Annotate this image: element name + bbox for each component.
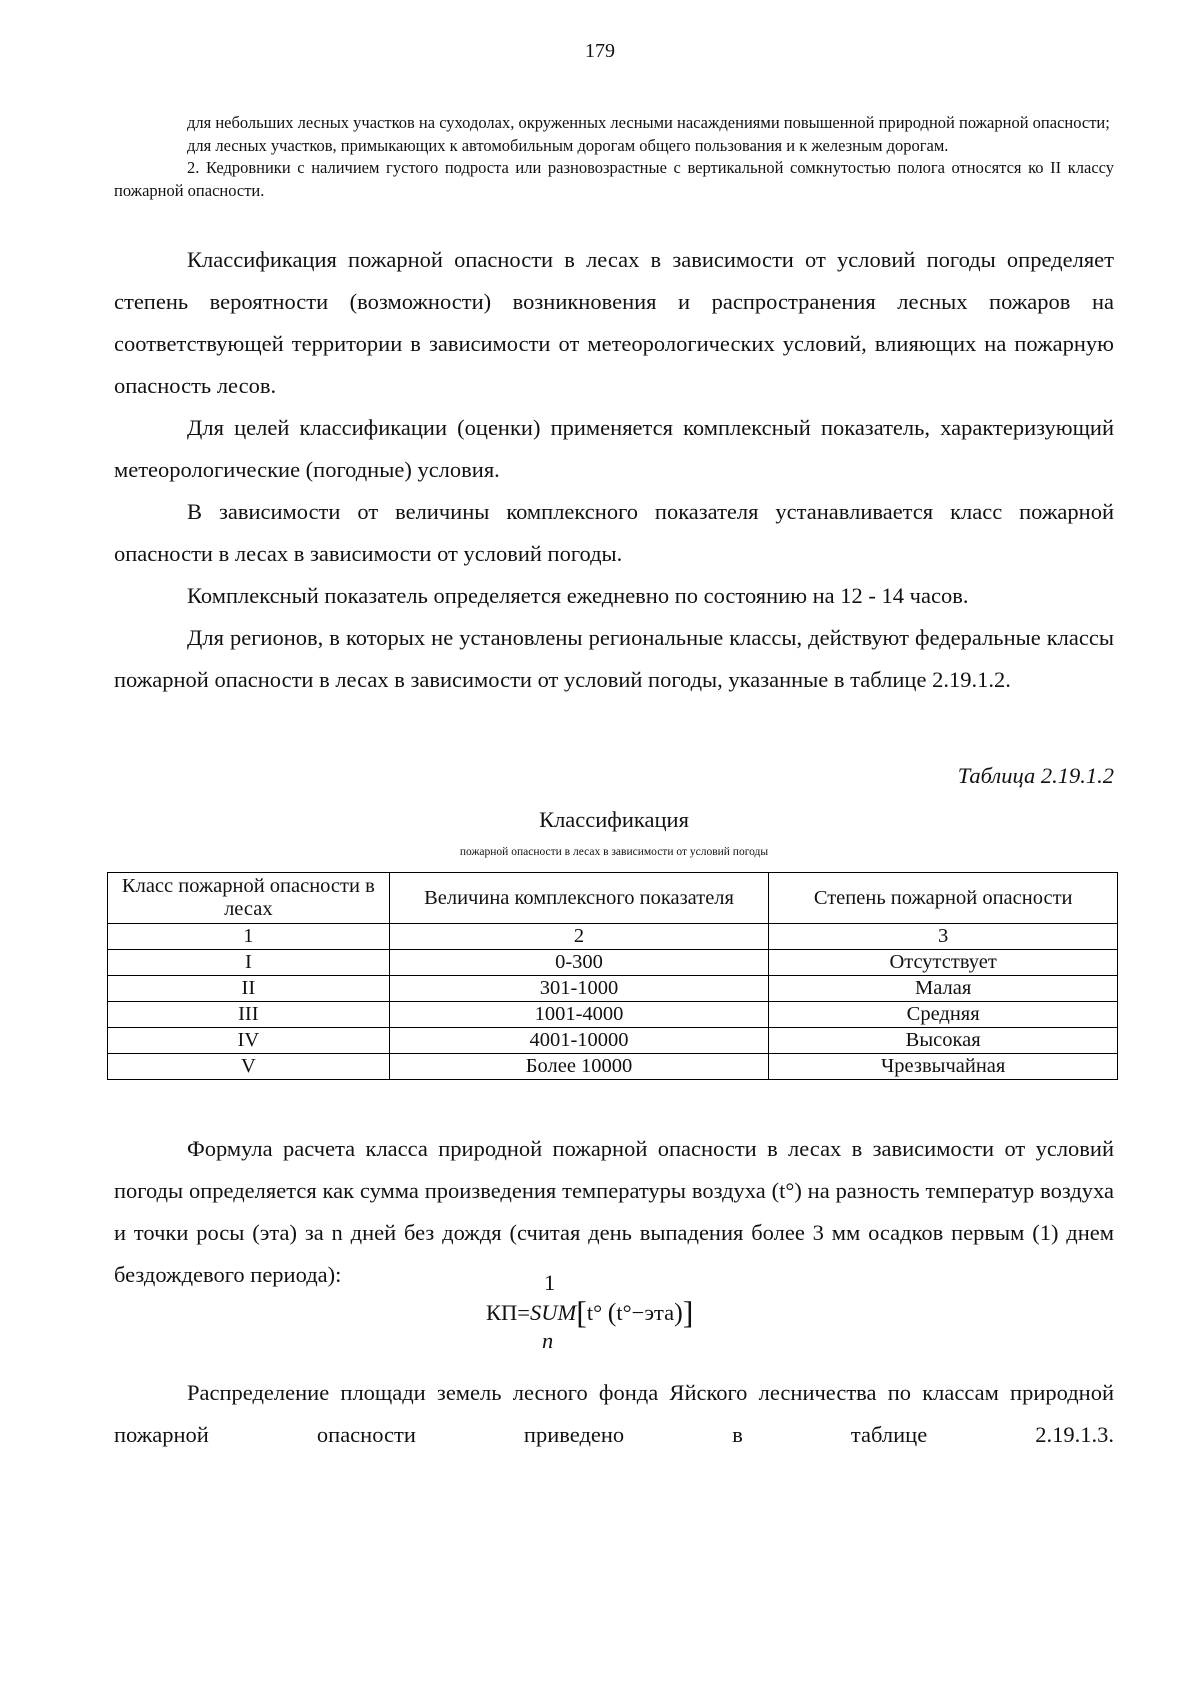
table-header-cell: Класс пожарной опасности в лесах — [108, 873, 390, 924]
table-cell: Малая — [769, 976, 1118, 1002]
table-subtitle: пожарной опасности в лесах в зависимости от условий погоды — [459, 846, 769, 858]
table-cell: V — [108, 1054, 390, 1080]
table-cell: Более 10000 — [389, 1054, 769, 1080]
footnote-item: 2. Кедровники с наличием густого подроста или разновозрастные с вертикальной сомкнутостью полога относятся ко II классу пожарной опасности. — [114, 158, 1114, 200]
formula-temperature: t° — [616, 1300, 632, 1325]
paragraph: Классификация пожарной опасности в лесах в зависимости от условий погоды определяет степень вероятности (возможности) возникновения и распространения лесных пожаров на соответствующей территории в зависимости от метеорологических условий, влияющих на пожарную опасность лесов. — [114, 247, 1114, 398]
table-row — [108, 1028, 1118, 1054]
table-row — [108, 1002, 1118, 1028]
table-cell: 3 — [769, 924, 1118, 950]
paragraph: Распределение площади земель лесного фонда Яйского лесничества по классам природной пожарной опасности приведено в таблице 2.19.1.3. — [114, 1380, 1114, 1447]
formula-lower-limit: n — [542, 1328, 554, 1353]
table-cell: 1 — [108, 924, 390, 950]
table-header-cell: Величина комплексного показателя — [389, 873, 769, 924]
table-row — [108, 950, 1118, 976]
table-title: Классификация — [539, 807, 689, 832]
table-cell: 2 — [389, 924, 769, 950]
paragraph: Для регионов, в которых не установлены региональные классы, действуют федеральные классы пожарной опасности в лесах в зависимости от условий погоды, указанные в таблице 2.19.1.2. — [114, 625, 1114, 692]
formula-expression — [486, 1294, 694, 1330]
fire-danger-table — [107, 872, 1118, 1080]
table-cell: 0-300 — [389, 950, 769, 976]
footnotes — [114, 112, 1114, 202]
table-cell: Отсутствует — [769, 950, 1118, 976]
table-cell: Средняя — [769, 1002, 1118, 1028]
paragraph: В зависимости от величины комплексного показателя устанавливается класс пожарной опасности в лесах в зависимости от условий погоды. — [114, 499, 1114, 566]
formula-lhs: КП= — [486, 1300, 530, 1325]
closing-text — [114, 1372, 1114, 1456]
table-cell: I — [108, 950, 390, 976]
footnote-item: для небольших лесных участков на суходолах, окруженных лесными насаждениями повышенной природной пожарной опасности; — [187, 113, 1110, 132]
formula-upper-limit: 1 — [544, 1270, 556, 1295]
formula-sum: SUM — [529, 1300, 577, 1325]
table-cell: 301-1000 — [389, 976, 769, 1002]
page-number: 179 — [585, 40, 615, 62]
main-text — [114, 239, 1114, 701]
table-cell: Высокая — [769, 1028, 1118, 1054]
table-cell: 4001-10000 — [389, 1028, 769, 1054]
table-row — [108, 1054, 1118, 1080]
paren-open-icon: ( — [607, 1298, 617, 1327]
table-column-number-row — [108, 924, 1118, 950]
bracket-open-icon: [ — [576, 1294, 587, 1330]
paragraph: Комплексный показатель определяется ежедневно по состоянию на 12 - 14 часов. — [187, 583, 969, 608]
table-caption: Таблица 2.19.1.2 — [957, 763, 1114, 788]
formula-minus: − — [631, 1300, 645, 1325]
table-header-cell: Степень пожарной опасности — [769, 873, 1118, 924]
table-header-row — [108, 873, 1118, 924]
fire-index-formula — [486, 1270, 746, 1352]
footnote-item: для лесных участков, примыкающих к автомобильным дорогам общего пользования и к железным дорогам. — [187, 135, 949, 155]
table-cell: II — [108, 976, 390, 1002]
table-cell: III — [108, 1002, 390, 1028]
bracket-close-icon: ] — [682, 1294, 694, 1330]
paragraph: Формула расчета класса природной пожарной опасности в лесах в зависимости от условий погоды определяется как сумма произведения температуры воздуха (t°) на разность температур воздуха и точки росы (эта) за n дней без дождя (считая день выпадения более 3 мм осадков первым (1) днем бездождевого периода): — [114, 1136, 1114, 1287]
table-cell: IV — [108, 1028, 390, 1054]
paren-close-icon: ) — [674, 1298, 683, 1327]
table-cell: 1001-4000 — [389, 1002, 769, 1028]
table-row — [108, 976, 1118, 1002]
table-cell: Чрезвычайная — [769, 1054, 1118, 1080]
paragraph: Для целей классификации (оценки) применяется комплексный показатель, характеризующий метеорологические (погодные) условия. — [114, 415, 1114, 482]
formula-dewpoint: эта — [644, 1300, 675, 1325]
formula-temperature: t° — [586, 1300, 603, 1325]
